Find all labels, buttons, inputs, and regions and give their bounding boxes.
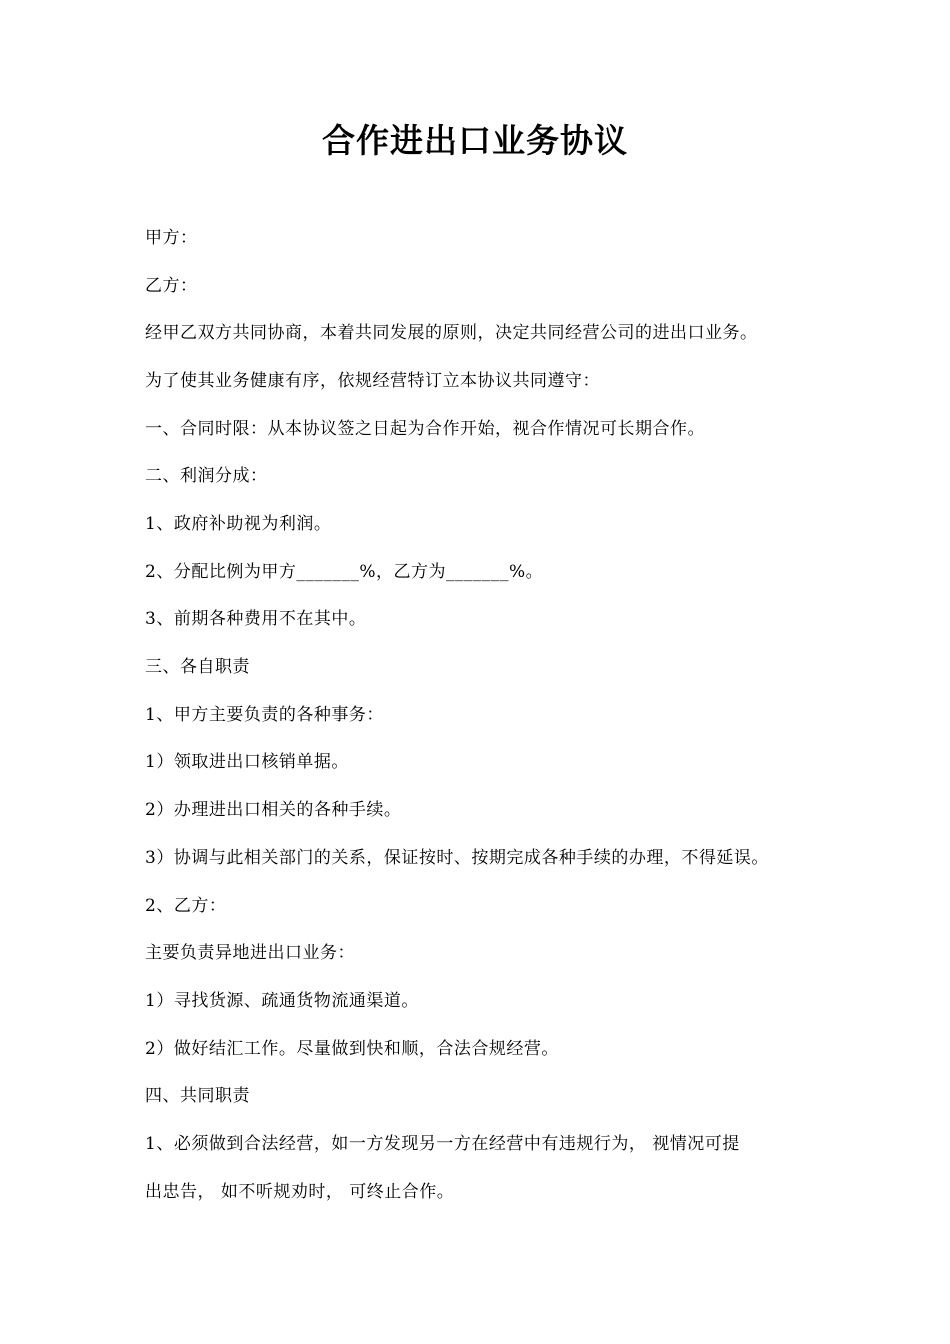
intro-paragraph-line: 经甲乙双方共同协商，本着共同发展的原则，决定共同经营公司的进出口业务。 xyxy=(145,323,758,343)
sub-clause-item: 1）寻找货源、疏通货物流通渠道。 xyxy=(145,991,419,1011)
party-b-line: 乙方： xyxy=(145,276,198,296)
party-a-line: 甲方： xyxy=(145,228,198,248)
sub-clause-item: 2）办理进出口相关的各种手续。 xyxy=(145,800,402,820)
intro-paragraph-line: 为了使其业务健康有序，依规经营特订立本协议共同遵守： xyxy=(145,371,600,391)
sub-clause-item: 2）做好结汇工作。尽量做到快和顺，合法合规经营。 xyxy=(145,1039,559,1059)
clause-item: 1、政府补助视为利润。 xyxy=(145,514,332,534)
sub-clause-item: 3）协调与此相关部门的关系，保证按时、按期完成各种手续的办理，不得延误。 xyxy=(145,848,769,868)
document-title: 合作进出口业务协议 xyxy=(322,121,628,160)
clause-item: 1、甲方主要负责的各种事务： xyxy=(145,705,384,725)
section-heading: 三、各自职责 xyxy=(145,657,250,677)
clause-item-continuation: 出忠告， 如不听规劝时， 可终止合作。 xyxy=(145,1182,455,1202)
clause-item: 2、乙方： xyxy=(145,896,227,916)
section-heading: 二、利润分成： xyxy=(145,466,268,486)
clause-item: 2、分配比例为甲方_______%，乙方为_______%。 xyxy=(145,562,544,582)
clause-item: 1、必须做到合法经营，如一方发现另一方在经营中有违规行为， 视情况可提 xyxy=(145,1134,740,1154)
clause-item: 3、前期各种费用不在其中。 xyxy=(145,609,367,629)
sub-clause-item: 1）领取进出口核销单据。 xyxy=(145,752,349,772)
clause-item: 主要负责异地进出口业务： xyxy=(145,943,355,963)
section-heading: 四、共同职责 xyxy=(145,1086,250,1106)
section-heading: 一、合同时限：从本协议签之日起为合作开始，视合作情况可长期合作。 xyxy=(145,419,705,439)
